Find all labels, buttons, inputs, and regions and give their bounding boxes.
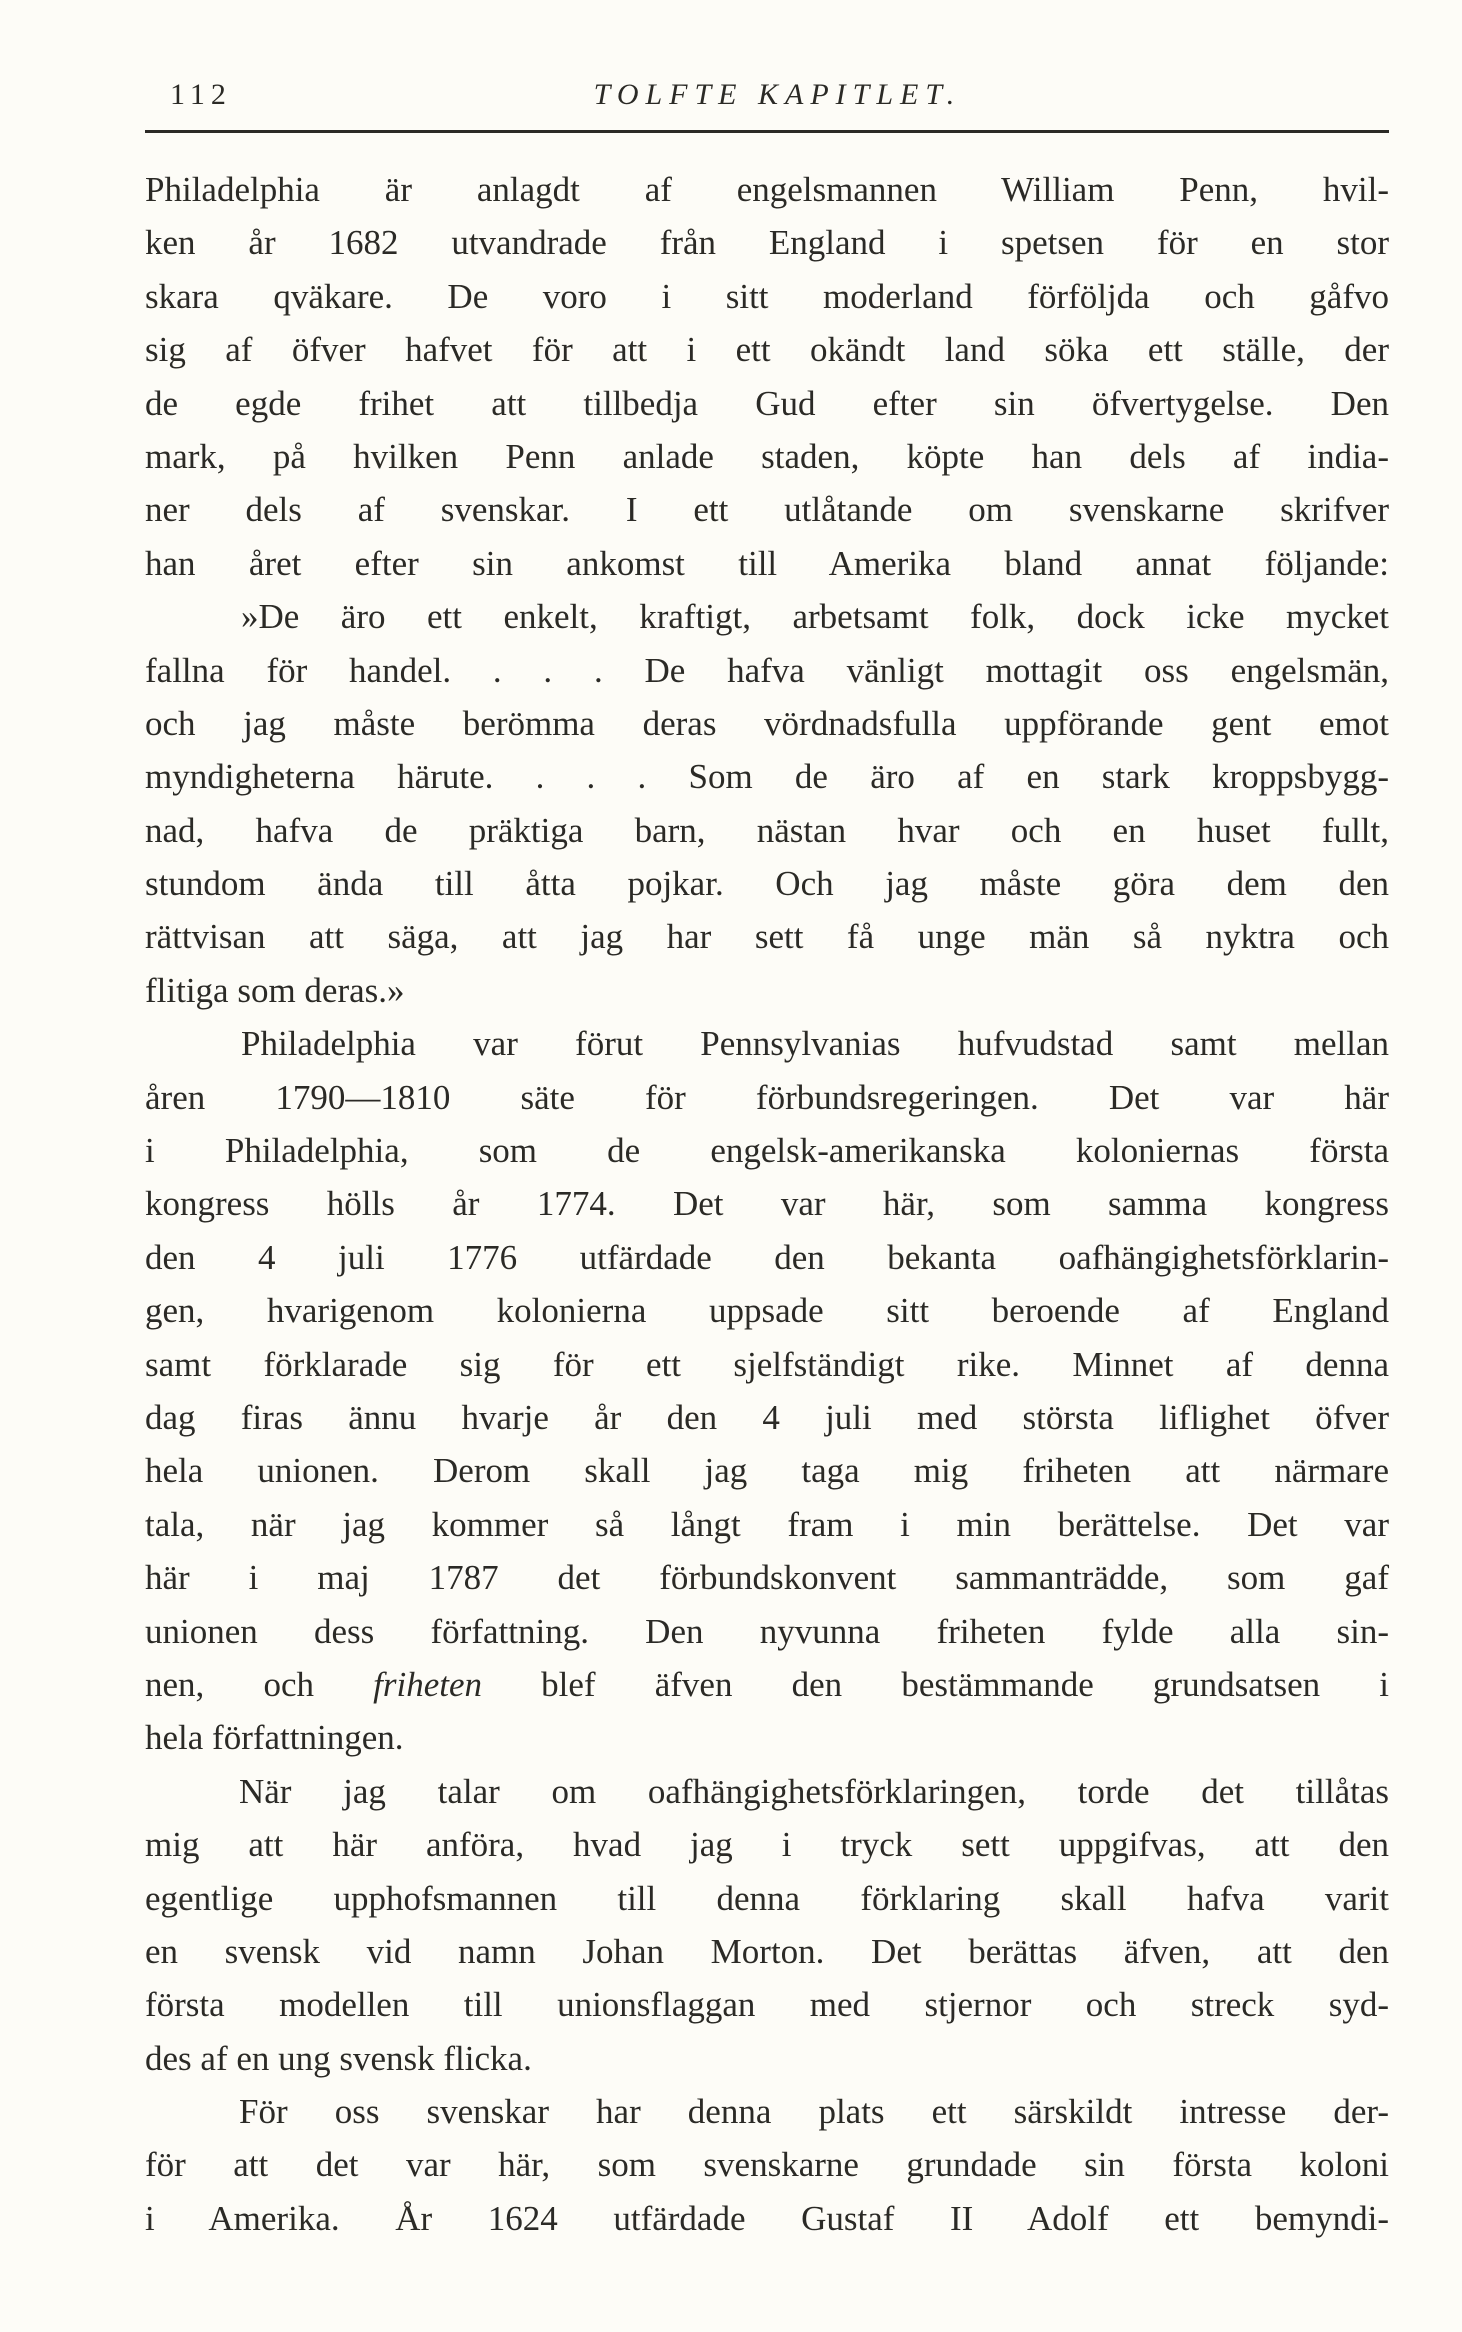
text-line: gen, hvarigenom kolonierna uppsade sitt beroende af England <box>145 1291 1389 1331</box>
text-line: flitiga som deras.» <box>145 970 405 1010</box>
text-line: kongress hölls år 1774. Det var här, som samma kongress <box>145 1184 1389 1224</box>
text-line: i Philadelphia, som de engelsk-amerikanska koloniernas första <box>145 1131 1389 1171</box>
text-line: i Amerika. År 1624 utfärdade Gustaf II Adolf ett bemyndi- <box>145 2198 1389 2238</box>
text-line: skara qväkare. De voro i sitt moderland förföljda och gåfvo <box>145 276 1389 316</box>
text-line: Philadelphia var förut Pennsylvanias hufvudstad samt mellan <box>241 1024 1389 1064</box>
text-line: sig af öfver hafvet för att i ett okändt land söka ett ställe, der <box>145 330 1389 370</box>
page-number: 112 <box>170 78 232 111</box>
text-line: mig att här anföra, hvad jag i tryck sett uppgifvas, att den <box>145 1825 1389 1865</box>
text-line: ner dels af svenskar. I ett utlåtande om svenskarne skrifver <box>145 490 1389 530</box>
text-line: fallna för handel. . . . De hafva vänligt mottagit oss engelsmän, <box>145 650 1389 690</box>
text-line: här i maj 1787 det förbundskonvent sammanträdde, som gaf <box>145 1558 1389 1598</box>
text-line: åren 1790—1810 säte för förbundsregeringen. Det var här <box>145 1077 1389 1117</box>
text-line: »De äro ett enkelt, kraftigt, arbetsamt folk, dock icke mycket <box>241 597 1389 637</box>
text-line: Philadelphia är anlagdt af engelsmannen William Penn, hvil- <box>145 170 1389 209</box>
text-line-with-italic <box>145 1658 1389 1711</box>
text-line: och jag måste berömma deras vördnadsfulla uppförande gent emot <box>145 703 1389 743</box>
text-line: När jag talar om oafhängighetsförklaringen, torde det tillåtas <box>239 1771 1389 1811</box>
text-segment: blef äfven den bestämmande grundsatsen i <box>482 1664 1389 1704</box>
text-line: han året efter sin ankomst till Amerika bland annat följande: <box>145 543 1389 583</box>
text-line: myndigheterna härute. . . . Som de äro af en stark kroppsbygg- <box>145 757 1389 797</box>
text-line: den 4 juli 1776 utfärdade den bekanta oafhängighetsförklarin- <box>145 1237 1389 1277</box>
text-line: egentlige upphofsmannen till denna förklaring skall hafva varit <box>145 1878 1389 1918</box>
text-line: hela unionen. Derom skall jag taga mig friheten att närmare <box>145 1451 1389 1491</box>
text-line: dag firas ännu hvarje år den 4 juli med största liflighet öfver <box>145 1397 1389 1437</box>
text-line: stundom ända till åtta pojkar. Och jag måste göra dem den <box>145 864 1389 904</box>
text-line: första modellen till unionsflaggan med stjernor och streck syd- <box>145 1985 1389 2025</box>
text-line: mark, på hvilken Penn anlade staden, köpte han dels af india- <box>145 436 1389 476</box>
header-rule <box>145 130 1389 133</box>
text-line: hela författningen. <box>145 1718 404 1758</box>
text-line: de egde frihet att tillbedja Gud efter sin öfvertygelse. Den <box>145 383 1389 423</box>
text-line: nad, hafva de präktiga barn, nästan hvar och en huset fullt, <box>145 810 1389 850</box>
page-header <box>170 72 1385 132</box>
text-segment: nen, och <box>145 1664 374 1704</box>
text-line: för att det var här, som svenskarne grundade sin första koloni <box>145 2145 1389 2185</box>
text-line: För oss svenskar har denna plats ett särskildt intresse der- <box>239 2092 1389 2132</box>
italic-word: friheten <box>373 1664 483 1704</box>
text-line: des af en ung svensk flicka. <box>145 2038 532 2078</box>
text-line: samt förklarade sig för ett sjelfständigt rike. Minnet af denna <box>145 1344 1389 1384</box>
text-line: ken år 1682 utvandrade från England i spetsen för en stor <box>145 223 1389 263</box>
text-line: rättvisan att säga, att jag har sett få unge män så nyktra och <box>145 917 1389 957</box>
body-text <box>145 163 1389 2245</box>
text-line: unionen dess författning. Den nyvunna friheten fylde alla sin- <box>145 1611 1389 1651</box>
running-head: TOLFTE KAPITLET. <box>593 78 962 111</box>
text-line: en svensk vid namn Johan Morton. Det berättas äfven, att den <box>145 1931 1389 1971</box>
text-line: tala, när jag kommer så långt fram i min berättelse. Det var <box>145 1504 1389 1544</box>
